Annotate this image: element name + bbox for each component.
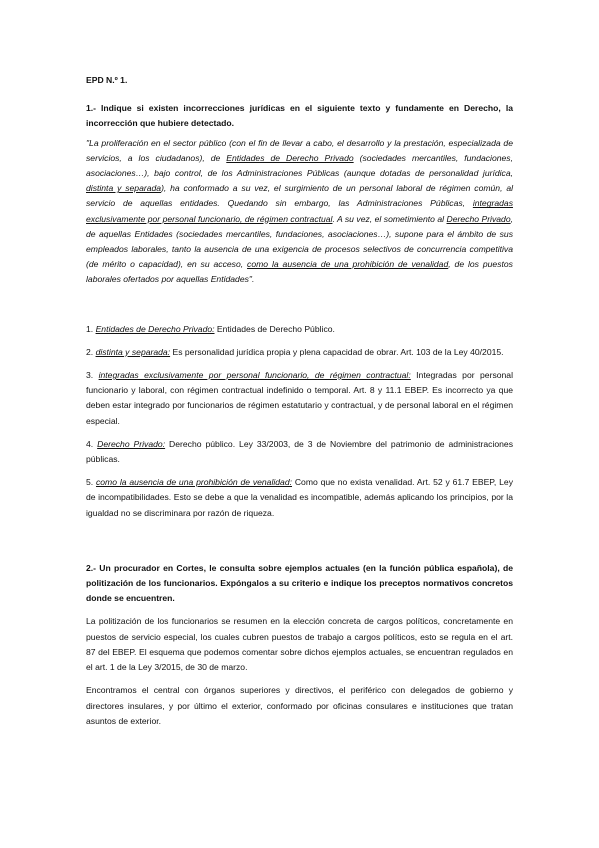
answer-item — [86, 368, 513, 429]
answer-number: 2. — [86, 346, 96, 357]
answer-text: Derecho público. Ley 33/2003, de 3 de Noviembre del patrimonio de administraciones públicas. — [86, 438, 513, 465]
quote-segment: ), ha conformado a su vez, el surgimiento de un personal laboral de régimen común, al servicio de aquellas entidades. Quedando sin embargo, las Administraciones Públicas, — [86, 183, 514, 209]
answer-term: como la ausencia de una prohibición de venalidad: — [95, 477, 293, 488]
answer-item — [86, 437, 513, 467]
question-1: 1.- Indique si existen incorrecciones jurídicas en el siguiente texto y fundamente en Derecho, la incorrección que hubiere detectado. — [86, 103, 513, 129]
quote-segment: "La proliferación en el sector público (con el fin de llevar a cabo, el desarrollo y la prestación, especializada de servicios, a los ciudadanos), de — [86, 137, 513, 163]
quote-segment: . A su vez, el sometimiento al — [332, 213, 447, 224]
answer-text: Entidades de Derecho Público. — [214, 323, 335, 334]
answer-term: Entidades de Derecho Privado: — [95, 323, 215, 334]
quoted-text — [86, 136, 513, 288]
quote-underlined-term: Entidades de Derecho Privado — [226, 152, 354, 163]
quote-segment: , de aquellas Entidades (sociedades mercantiles, fundaciones, asociaciones…), supone para el ámbito de sus empleados laborales, tanto la ausencia de una exigencia de procesos selectivos de concurrencia competitiva (de mérito o capacidad), en su acceso, — [86, 213, 513, 270]
answer-number: 3. — [86, 370, 99, 381]
answer-term: Derecho Privado: — [97, 438, 166, 449]
quote-underlined-term: integradas exclusivamente por personal funcionario, de régimen contractual — [86, 198, 513, 224]
document-heading: EPD N.º 1. — [86, 75, 128, 85]
answer-number: 1. — [86, 323, 96, 334]
answers-list — [86, 322, 513, 521]
answer-number: 5. — [86, 477, 96, 488]
answer-text: Integradas por personal funcionario y laboral, con régimen contractual indefinido o temporal. Art. 8 y 11.1 EBEP. Es incorrecto ya que deben estar integrado por funcionarios de régimen estatutario y contractual, y de personal laboral en el régimen especial. — [86, 370, 513, 426]
answer-paragraph: Encontramos el central con órganos superiores y directivos, el periférico con delegados de gobierno y directores insulares, y por último el exterior, conformado por oficinas consulares e instituciones que tratan asuntos de exterior. — [86, 685, 513, 726]
answer-text: Es personalidad jurídica propia y plena capacidad de obrar. Art. 103 de la Ley 40/2015. — [170, 346, 504, 357]
quote-underlined-term: distinta y separada — [86, 183, 162, 194]
answer-term: integradas exclusivamente por personal funcionario, de régimen contractual: — [98, 370, 411, 381]
answer-text: Como que no exista venalidad. Art. 52 y 61.7 EBEP, Ley de incompatibilidades. Esto se debe a que la venalidad es incompatible, además aplicando los principios, por la igualdad no se discriminara por razón de riqueza. — [86, 477, 513, 518]
answer-item — [86, 345, 513, 360]
quote-segment: (sociedades mercantiles, fundaciones, asociaciones…), bajo control, de los Administraciones Públicas (aunque dotadas de personalidad jurídica, — [86, 152, 513, 179]
answer-term: distinta y separada: — [95, 346, 171, 357]
answer-item — [86, 475, 513, 521]
question-2: 2.- Un procurador en Cortes, le consulta sobre ejemplos actuales (en la función pública española), de politización de los funcionarios. Expóngalos a su criterio e indique los preceptos normativos concretos donde se encuentren. — [86, 562, 513, 604]
answer-number: 4. — [86, 438, 98, 449]
answer-paragraph: La politización de los funcionarios se resumen en la elección concreta de cargos políticos, concretamente en puestos de servicio especial, los cuales cubren puestos de trabajo a cargos políticos, esto se regula en el art. 87 del EBEP. El esquema que podemos comentar sobre dichos ejemplos actuales, se encuentran regulados en el art. 1 de la Ley 3/2015, de 30 de marzo. — [86, 616, 513, 673]
quote-segment: , de los puestos laborales ofertados por aquellas Entidades". — [86, 259, 513, 285]
answer-item — [86, 322, 513, 337]
quote-underlined-term: como la ausencia de una prohibición de venalidad — [247, 259, 449, 270]
quote-underlined-term: Derecho Privado — [446, 213, 511, 224]
